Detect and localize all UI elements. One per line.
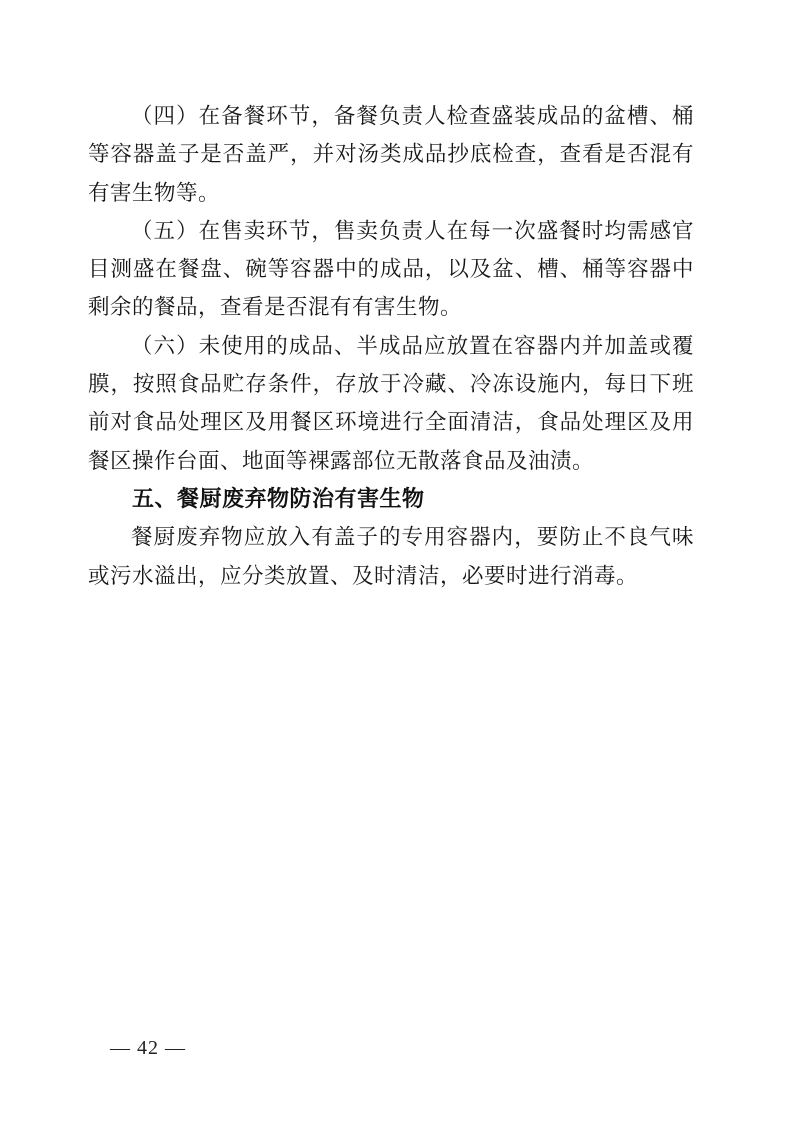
document-body bbox=[88, 97, 694, 595]
paragraph-item-6: （六）未使用的成品、半成品应放置在容器内并加盖或覆膜，按照食品贮存条件，存放于冷藏、冷冻设施内，每日下班前对食品处理区及用餐区环境进行全面清洁，食品处理区及用餐区操作台面、地面等裸露部位无散落食品及油渍。 bbox=[88, 333, 694, 473]
paragraph-item-4: （四）在备餐环节，备餐负责人检查盛装成品的盆槽、桶等容器盖子是否盖严，并对汤类成品抄底检查，查看是否混有有害生物等。 bbox=[88, 104, 694, 205]
section-heading: 五、餐厨废弃物防治有害生物 bbox=[132, 485, 425, 511]
page-number: — 42 — bbox=[110, 1037, 186, 1059]
paragraph-item-final: 餐厨废弃物应放入有盖子的专用容器内，要防止不良气味或污水溢出，应分类放置、及时清洁，必要时进行消毒。 bbox=[88, 525, 694, 588]
paragraph-item-5: （五）在售卖环节，售卖负责人在每一次盛餐时均需感官目测盛在餐盘、碗等容器中的成品，以及盆、槽、桶等容器中剩余的餐品，查看是否混有有害生物。 bbox=[88, 218, 694, 320]
